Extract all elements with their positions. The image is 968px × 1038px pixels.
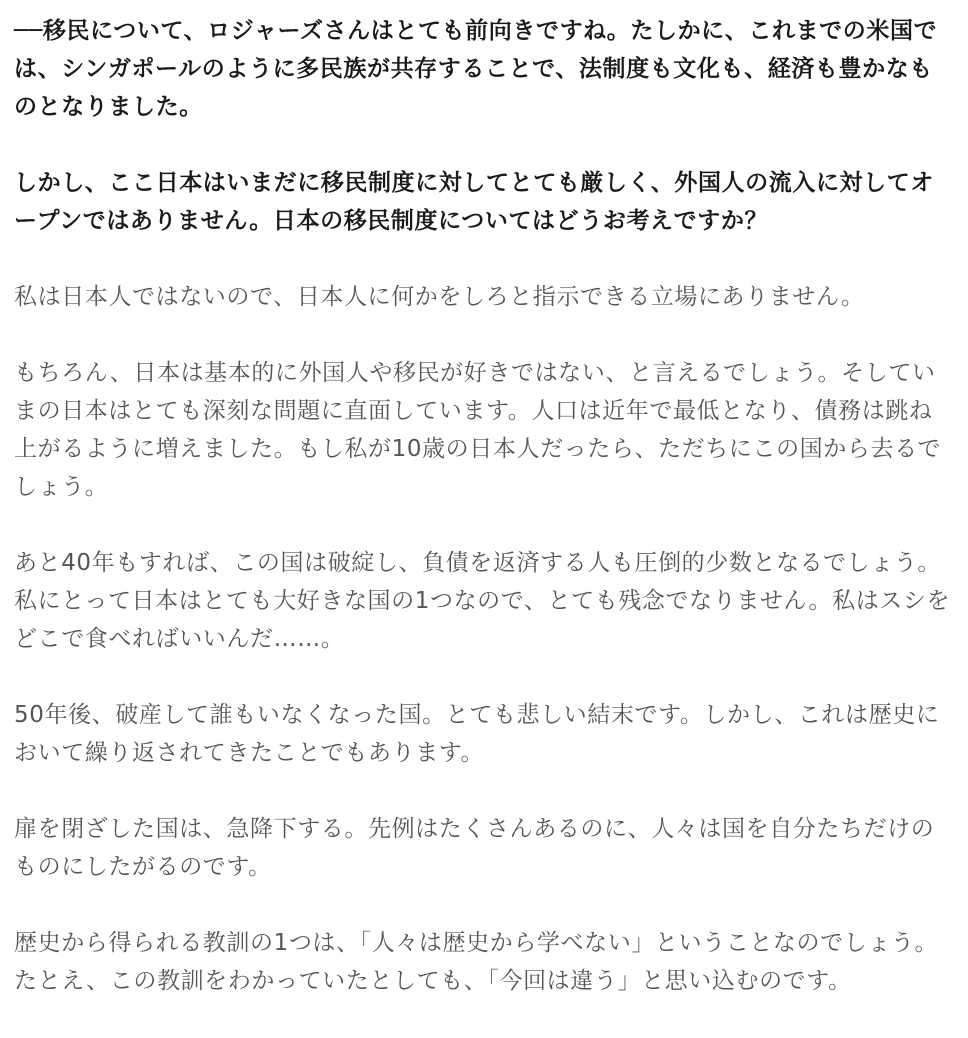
interviewee-answer-paragraph: 歴史から得られる教訓の1つは、「人々は歴史から学べない」ということなのでしょう。たとえ、この教訓をわかっていたとしても、「今回は違う」と思い込むのです。 bbox=[14, 930, 939, 994]
interviewee-answer-paragraph: 私は日本人ではないので、日本人に何かをしろと指示できる立場にありません。 bbox=[14, 284, 865, 310]
interviewer-question-paragraph: しかし、ここ日本はいまだに移民制度に対してとても厳しく、外国人の流入に対してオープンではありません。日本の移民制度についてはどうお考えですか？ bbox=[14, 170, 934, 234]
interviewee-answer-paragraph: 扉を閉ざした国は、急降下する。先例はたくさんあるのに、人々は国を自分たちだけのものにしたがるのです。 bbox=[14, 816, 935, 880]
interviewee-answer-paragraph: 50年後、破産して誰もいなくなった国。とても悲しい結末です。しかし、これは歴史において繰り返されてきたことでもあります。 bbox=[14, 702, 940, 766]
interviewer-question-paragraph: ──移民について、ロジャーズさんはとても前向きですね。たしかに、これまでの米国では、シンガポールのように多民族が共存することで、法制度も文化も、経済も豊かなものとなりました。 bbox=[14, 18, 938, 120]
interview-article bbox=[14, 12, 954, 1038]
interviewee-answer-paragraph: あと40年もすれば、この国は破綻し、負債を返済する人も圧倒的少数となるでしょう。私にとって日本はとても大好きな国の1つなので、とても残念でなりません。私はスシをどこで食べればいいんだ……。 bbox=[14, 550, 951, 652]
interviewee-answer-paragraph: もちろん、日本は基本的に外国人や移民が好きではない、と言えるでしょう。そしていまの日本はとても深刻な問題に直面しています。人口は近年で最低となり、債務は跳ね上がるように増えました。もし私が10歳の日本人だったら、ただちにこの国から去るでしょう。 bbox=[14, 360, 942, 500]
